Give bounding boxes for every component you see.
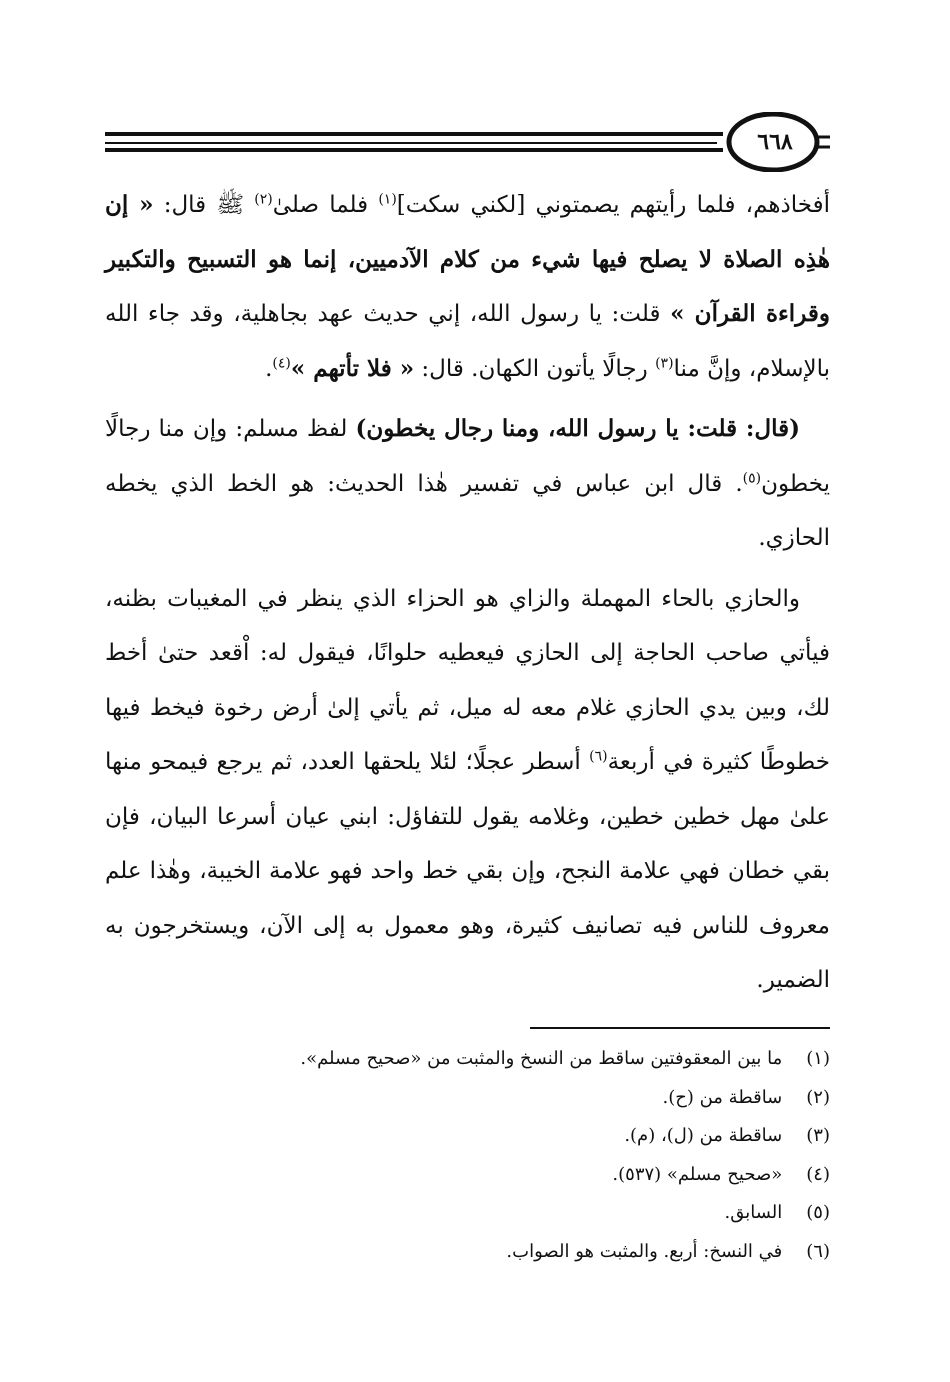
text-run: فلما صلىٰ	[272, 192, 379, 218]
footnote-text: في النسخ: أربع. والمثبت هو الصواب.	[506, 1240, 783, 1262]
footnote-ref: (٥)	[742, 469, 762, 486]
paragraph-2	[105, 402, 830, 566]
page-header	[105, 112, 830, 172]
footnote-item	[105, 1156, 830, 1195]
footnote-separator	[530, 1027, 830, 1029]
footnote-text: «صحيح مسلم» (٥٣٧).	[612, 1163, 783, 1185]
text-run: أسطر عجلًا؛ لئلا يلحقها العدد، ثم يرجع فيمحو منها علىٰ مهل خطين خطين، وغلامه يقول للتفاؤل: ابني عيان أسرعا البيان، فإن بقي خطان فهي علامة النجح، وإن بقي خط واحد فهو علامة الخيبة، وهٰذا علم معروف للناس فيه تصانيف كثيرة، وهو معمول به إلى الآن، ويستخرجون به الضمير.	[105, 749, 830, 993]
hadith-quote: « إن هٰذِه الصلاة لا يصلح فيها شيء من كلام الآدميين، إنما هو التسبيح والتكبير وقراءة القرآن »	[105, 191, 830, 327]
main-text	[105, 178, 830, 1008]
footnote-number: (١)	[806, 1048, 830, 1069]
text-run: والحازي بالحاء المهملة والزاي هو الحزاء الذي ينظر في المغيبات بظنه، فيأتي صاحب الحاجة إلى الحازي فيعطيه حلوانًا، فيقول له: اْقعد حتىٰ أخط لك، وبين يدي الحازي غلام معه له ميل، ثم يأتي إلىٰ أرض رخوة فيخط فيها خطوطًا كثيرة في أربعة	[105, 585, 830, 775]
footnote-number: (٦)	[806, 1240, 830, 1262]
footnote-number: (٣)	[806, 1125, 830, 1146]
page-number: ٦٦٨	[757, 129, 793, 155]
footnotes-list	[105, 1040, 830, 1271]
footnote-ref: (١)	[378, 191, 397, 208]
footnote-text: ساقطة من (ل)، (م).	[624, 1125, 783, 1146]
text-run: لفظ مسلم: وإن منا رجالًا يخطون	[105, 416, 830, 497]
footnote-number: (٥)	[806, 1202, 830, 1223]
text-run: قلت: يا رسول الله، إني حديث عهد بجاهلية، وقد جاء الله بالإسلام، وإنَّ منا	[105, 301, 830, 382]
footnote-item	[105, 1079, 830, 1118]
footnote-number: (٢)	[806, 1086, 830, 1108]
paragraph-1	[105, 178, 830, 396]
text-run: أفخاذهم، فلما رأيتهم يصمتوني [لكني سكت]	[396, 192, 830, 218]
footnote-ref: (٢)	[254, 191, 273, 208]
footnote-ref: (٤)	[272, 354, 291, 371]
footnote-text: ما بين المعقوفتين ساقط من النسخ والمثبت من «صحيح مسلم».	[300, 1048, 783, 1069]
text-run: .	[265, 355, 273, 382]
footnote-item	[105, 1040, 830, 1079]
header-ornament	[105, 112, 830, 172]
hadith-quote: (قال: قلت: يا رسول الله، ومنا رجال يخطون)	[355, 415, 800, 442]
footnote-number: (٤)	[806, 1163, 830, 1185]
footnote-ref: (٦)	[589, 748, 608, 765]
footnote-item	[105, 1117, 830, 1156]
text-run: رجالًا يأتون الكهان. قال:	[414, 355, 656, 382]
footnote-item	[105, 1194, 830, 1233]
footnote-text: ساقطة من (ح).	[662, 1086, 783, 1108]
text-run: . قال ابن عباس في تفسير هٰذا الحديث: هو الخط الذي يخطه الحازي.	[105, 470, 830, 551]
footnote-ref: (٣)	[655, 354, 674, 371]
text-run: ﷺ قال:	[153, 192, 255, 218]
footnote-item	[105, 1233, 830, 1272]
paragraph-3	[105, 572, 830, 1008]
hadith-quote: « فلا تأتهم »	[290, 354, 415, 382]
footnote-text: السابق.	[724, 1202, 783, 1223]
